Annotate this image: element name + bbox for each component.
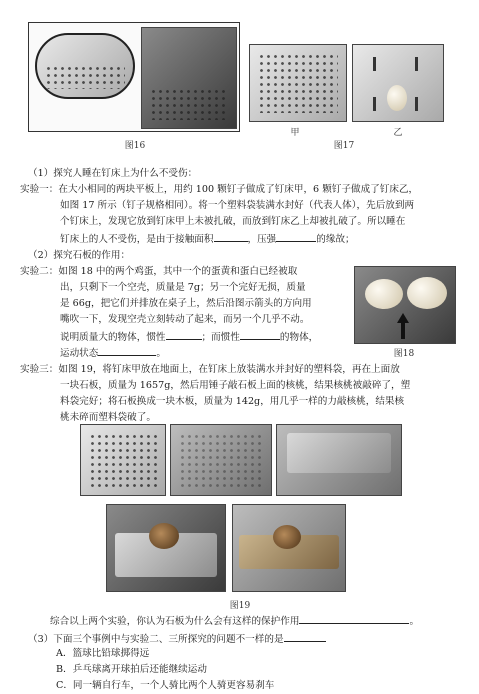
q3-title: （3）下面三个事例中与实验二、三所探究的问题不一样的是	[28, 634, 284, 645]
answer-blank-pressure[interactable]	[276, 230, 316, 242]
answer-blank-inertia[interactable]	[166, 328, 202, 340]
exp2-line2: 出，只剩下一个空壳，质量是 7g；另一个完好无损，质量	[60, 282, 306, 293]
exp3-line3: 料袋完好；将石板换成一块木板，质量为 142g，用几乎一样的力敲核桃，结果核	[60, 396, 405, 407]
exp1-line4-text-b: ，压强	[247, 234, 277, 245]
fig19-stone-slab-photo	[276, 424, 402, 496]
fig16-bed-of-nails-photo	[141, 27, 237, 129]
fig19-nail-bed-photo	[80, 424, 166, 496]
option-c: C．同一辆自行车，一个人骑比两个人骑更容易刹车	[56, 680, 275, 691]
exp2-line5-text-c: 的物体，	[279, 332, 319, 343]
exp2-line6-text-a: 运动状态	[60, 348, 99, 359]
exp1-line4-text-a: 钉床上的人不受伤，是由于接触面积	[60, 234, 214, 245]
exp2-line6	[60, 344, 166, 362]
fig18-empty-egg	[365, 279, 403, 309]
answer-blank-inertia-size[interactable]	[240, 328, 280, 340]
exp2-line1: 实验二：如图 18 中的两个鸡蛋，其中一个的蛋黄和蛋白已经被取	[20, 266, 298, 277]
fig16-closeup-photo	[35, 33, 135, 99]
exp2-line3: 是 66g，把它们并排放在桌子上，然后沿图示箭头的方向用	[60, 298, 312, 309]
exp3-line2: 一块石板，质量为 1657g，然后用锤子敲石板上面的核桃，结果核桃被敲碎了，塑	[60, 380, 411, 391]
fig17-label-b: 乙	[393, 128, 403, 138]
fig18-arrow-icon	[401, 323, 405, 339]
fig17-label-a: 甲	[290, 128, 300, 138]
exp1-line1: 实验一：在大小相同的两块平板上，用约 100 颗钉子做成了钉床甲，6 颗钉子做成了钉床乙，	[20, 184, 419, 195]
q2-title: （2）探究石板的作用：	[28, 250, 131, 261]
figure-16	[28, 22, 240, 132]
fig18-arrowhead-icon	[397, 313, 409, 323]
summary-line	[50, 612, 419, 630]
summary-text-b: 。	[409, 616, 420, 627]
fig19-walnut-on-board-photo	[232, 504, 346, 592]
exp2-line5-text-b: ；而惯性	[201, 332, 240, 343]
exp3-line4: 桃未碎而塑料袋破了。	[60, 412, 156, 423]
exp1-line4	[60, 230, 355, 248]
summary-text-a: 综合以上两个实验，你认为石板为什么会有这样的保护作用	[50, 616, 300, 627]
fig16-caption: 图16	[124, 141, 146, 151]
exp2-line5-text-a: 说明质量大的物体，惯性	[60, 332, 166, 343]
fig19-water-bag-photo	[170, 424, 272, 496]
exp3-line1: 实验三：如图 19，将钉床甲放在地面上，在钉床上放装满水并封好的塑料袋，再在上面放	[20, 364, 400, 375]
exp1-line2: 如图 17 所示（钉子规格相同）。将一个塑料袋装满水封好（代表人体），先后放到两	[60, 200, 415, 211]
fig17-caption: 图17	[333, 141, 355, 151]
option-b: B．乒乓球离开球拍后还能继续运动	[56, 664, 207, 675]
summary-and-q3	[20, 612, 460, 694]
q1-title: （1）探究人睡在钉床上为什么不受伤：	[28, 168, 198, 179]
fig19-walnut-on-slab-photo	[106, 504, 226, 592]
fig19-caption: 图19	[229, 601, 251, 611]
answer-blank-protection[interactable]	[299, 612, 409, 624]
answer-blank-area[interactable]	[214, 230, 248, 242]
figure-18-eggs-photo	[354, 266, 456, 344]
fig17-nail-bed-a-photo	[249, 44, 347, 122]
fig18-caption: 图18	[393, 349, 415, 359]
exp1-line4-text-c: 的缘故；	[316, 234, 355, 245]
fig17-nail-bed-b-photo	[352, 44, 444, 122]
option-a: A．篮球比铅球掷得远	[56, 648, 150, 659]
exp2-line6-text-b: 。	[156, 348, 166, 359]
answer-blank-motion-state[interactable]	[98, 344, 156, 356]
exp2-line4: 嘴吹一下，发现空壳立刻转动了起来，而另一个几乎不动。	[60, 314, 310, 325]
answer-blank-q3[interactable]	[284, 630, 326, 642]
fig18-full-egg	[407, 277, 447, 309]
exp1-line3: 个钉床上，发现它放到钉床甲上未被扎破，而放到钉床乙上却被扎破了。所以睡在	[60, 216, 406, 227]
